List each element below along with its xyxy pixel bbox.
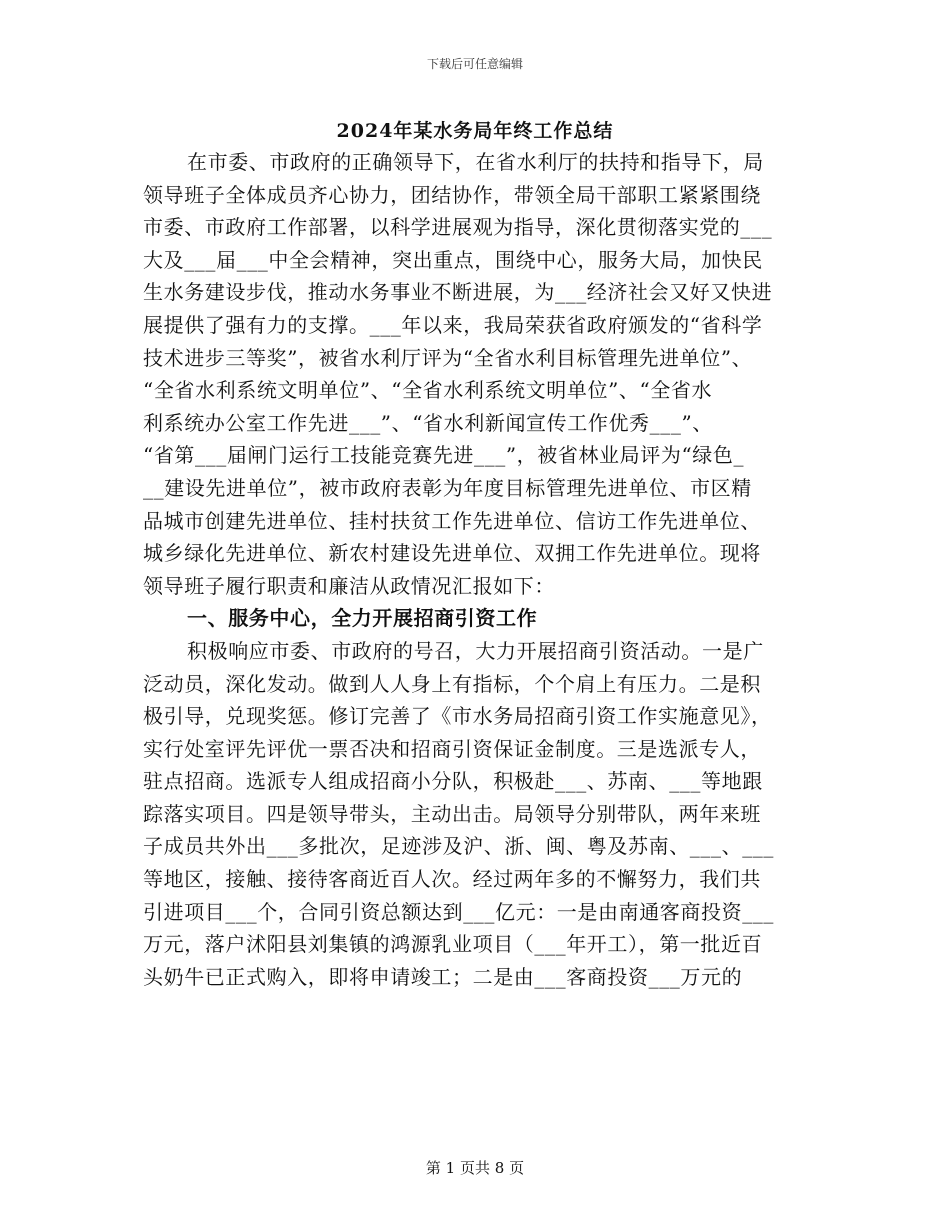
paragraph-line: __建设先进单位”，被市政府表彰为年度目标管理先进单位、市区精 xyxy=(143,475,752,500)
paragraph-line: 泛动员，深化发动。做到人人身上有指标，个个肩上有压力。二是积 xyxy=(143,671,761,696)
document-title: 2024年某水务局年终工作总结 xyxy=(336,120,614,142)
paragraph-line: 头奶牛已正式购入，即将申请竣工；二是由___客商投资___万元的 xyxy=(143,964,743,989)
paragraph-line: 展提供了强有力的支撑。___年以来，我局荣获省政府颁发的“省科学 xyxy=(143,312,763,337)
paragraph-line: 利系统办公室工作先进___”、“省水利新闻宣传工作优秀___”、 xyxy=(143,410,713,435)
paragraph-line: 领导班子履行职责和廉洁从政情况汇报如下： xyxy=(143,573,555,598)
paragraph-line: 踪落实项目。四是领导带头，主动出击。局领导分别带队，两年来班 xyxy=(143,801,761,826)
paragraph-line: “省第___届闸门运行工技能竞赛先进___”，被省林业局评为“绿色_ xyxy=(143,443,745,468)
paragraph-line: 驻点招商。选派专人组成招商小分队，积极赴___、苏南、___等地跟 xyxy=(143,769,763,794)
paragraph-line: 品城市创建先进单位、挂村扶贫工作先进单位、信访工作先进单位、 xyxy=(143,508,761,533)
section-heading: 一、服务中心，全力开展招商引资工作 xyxy=(187,606,538,631)
paragraph-line: 实行处室评先评优一票否决和招商引资保证金制度。三是选派专人， xyxy=(143,736,761,761)
page-header-note: 下载后可任意编辑 xyxy=(426,57,523,71)
paragraph-line: 在市委、市政府的正确领导下，在省水利厅的扶持和指导下，局 xyxy=(187,150,764,174)
paragraph-line: 市委、市政府工作部署，以科学进展观为指导，深化贯彻落实党的___ xyxy=(143,215,773,240)
paragraph-line: 大及___届___中全会精神，突出重点，围绕中心，服务大局，加快民 xyxy=(143,247,763,272)
paragraph-line: 万元，落户沭阳县刘集镇的鸿源乳业项目（___年开工），第一批近百 xyxy=(143,932,763,957)
paragraph-line: 积极响应市委、市政府的号召，大力开展招商引资活动。一是广 xyxy=(187,638,764,663)
document-body xyxy=(143,146,803,993)
paragraph-line: 子成员共外出___多批次，足迹涉及沪、浙、闽、粤及苏南、___、___ xyxy=(143,834,774,859)
paragraph-line: 生水务建设步伐，推动水务事业不断进展，为___经济社会又好又快进 xyxy=(143,280,773,305)
page-number: 第 1 页共 8 页 xyxy=(425,1159,525,1177)
paragraph-line: 引进项目___个，合同引资总额达到___亿元：一是由南通客商投资___ xyxy=(143,899,774,924)
paragraph-line: 领导班子全体成员齐心协力，团结协作，带领全局干部职工紧紧围绕 xyxy=(143,182,761,207)
paragraph-line: 极引导，兑现奖惩。修订完善了《市水务局招商引资工作实施意见》， xyxy=(143,704,772,729)
paragraph-line: 技术进步三等奖”，被省水利厅评为“全省水利目标管理先进单位”、 xyxy=(143,345,753,370)
paragraph-line: 城乡绿化先进单位、新农村建设先进单位、双拥工作先进单位。现将 xyxy=(143,541,761,566)
paragraph-line: 等地区，接触、接待客商近百人次。经过两年多的不懈努力，我们共 xyxy=(143,867,761,892)
paragraph-line: “全省水利系统文明单位”、“全省水利系统文明单位”、“全省水 xyxy=(143,378,713,403)
